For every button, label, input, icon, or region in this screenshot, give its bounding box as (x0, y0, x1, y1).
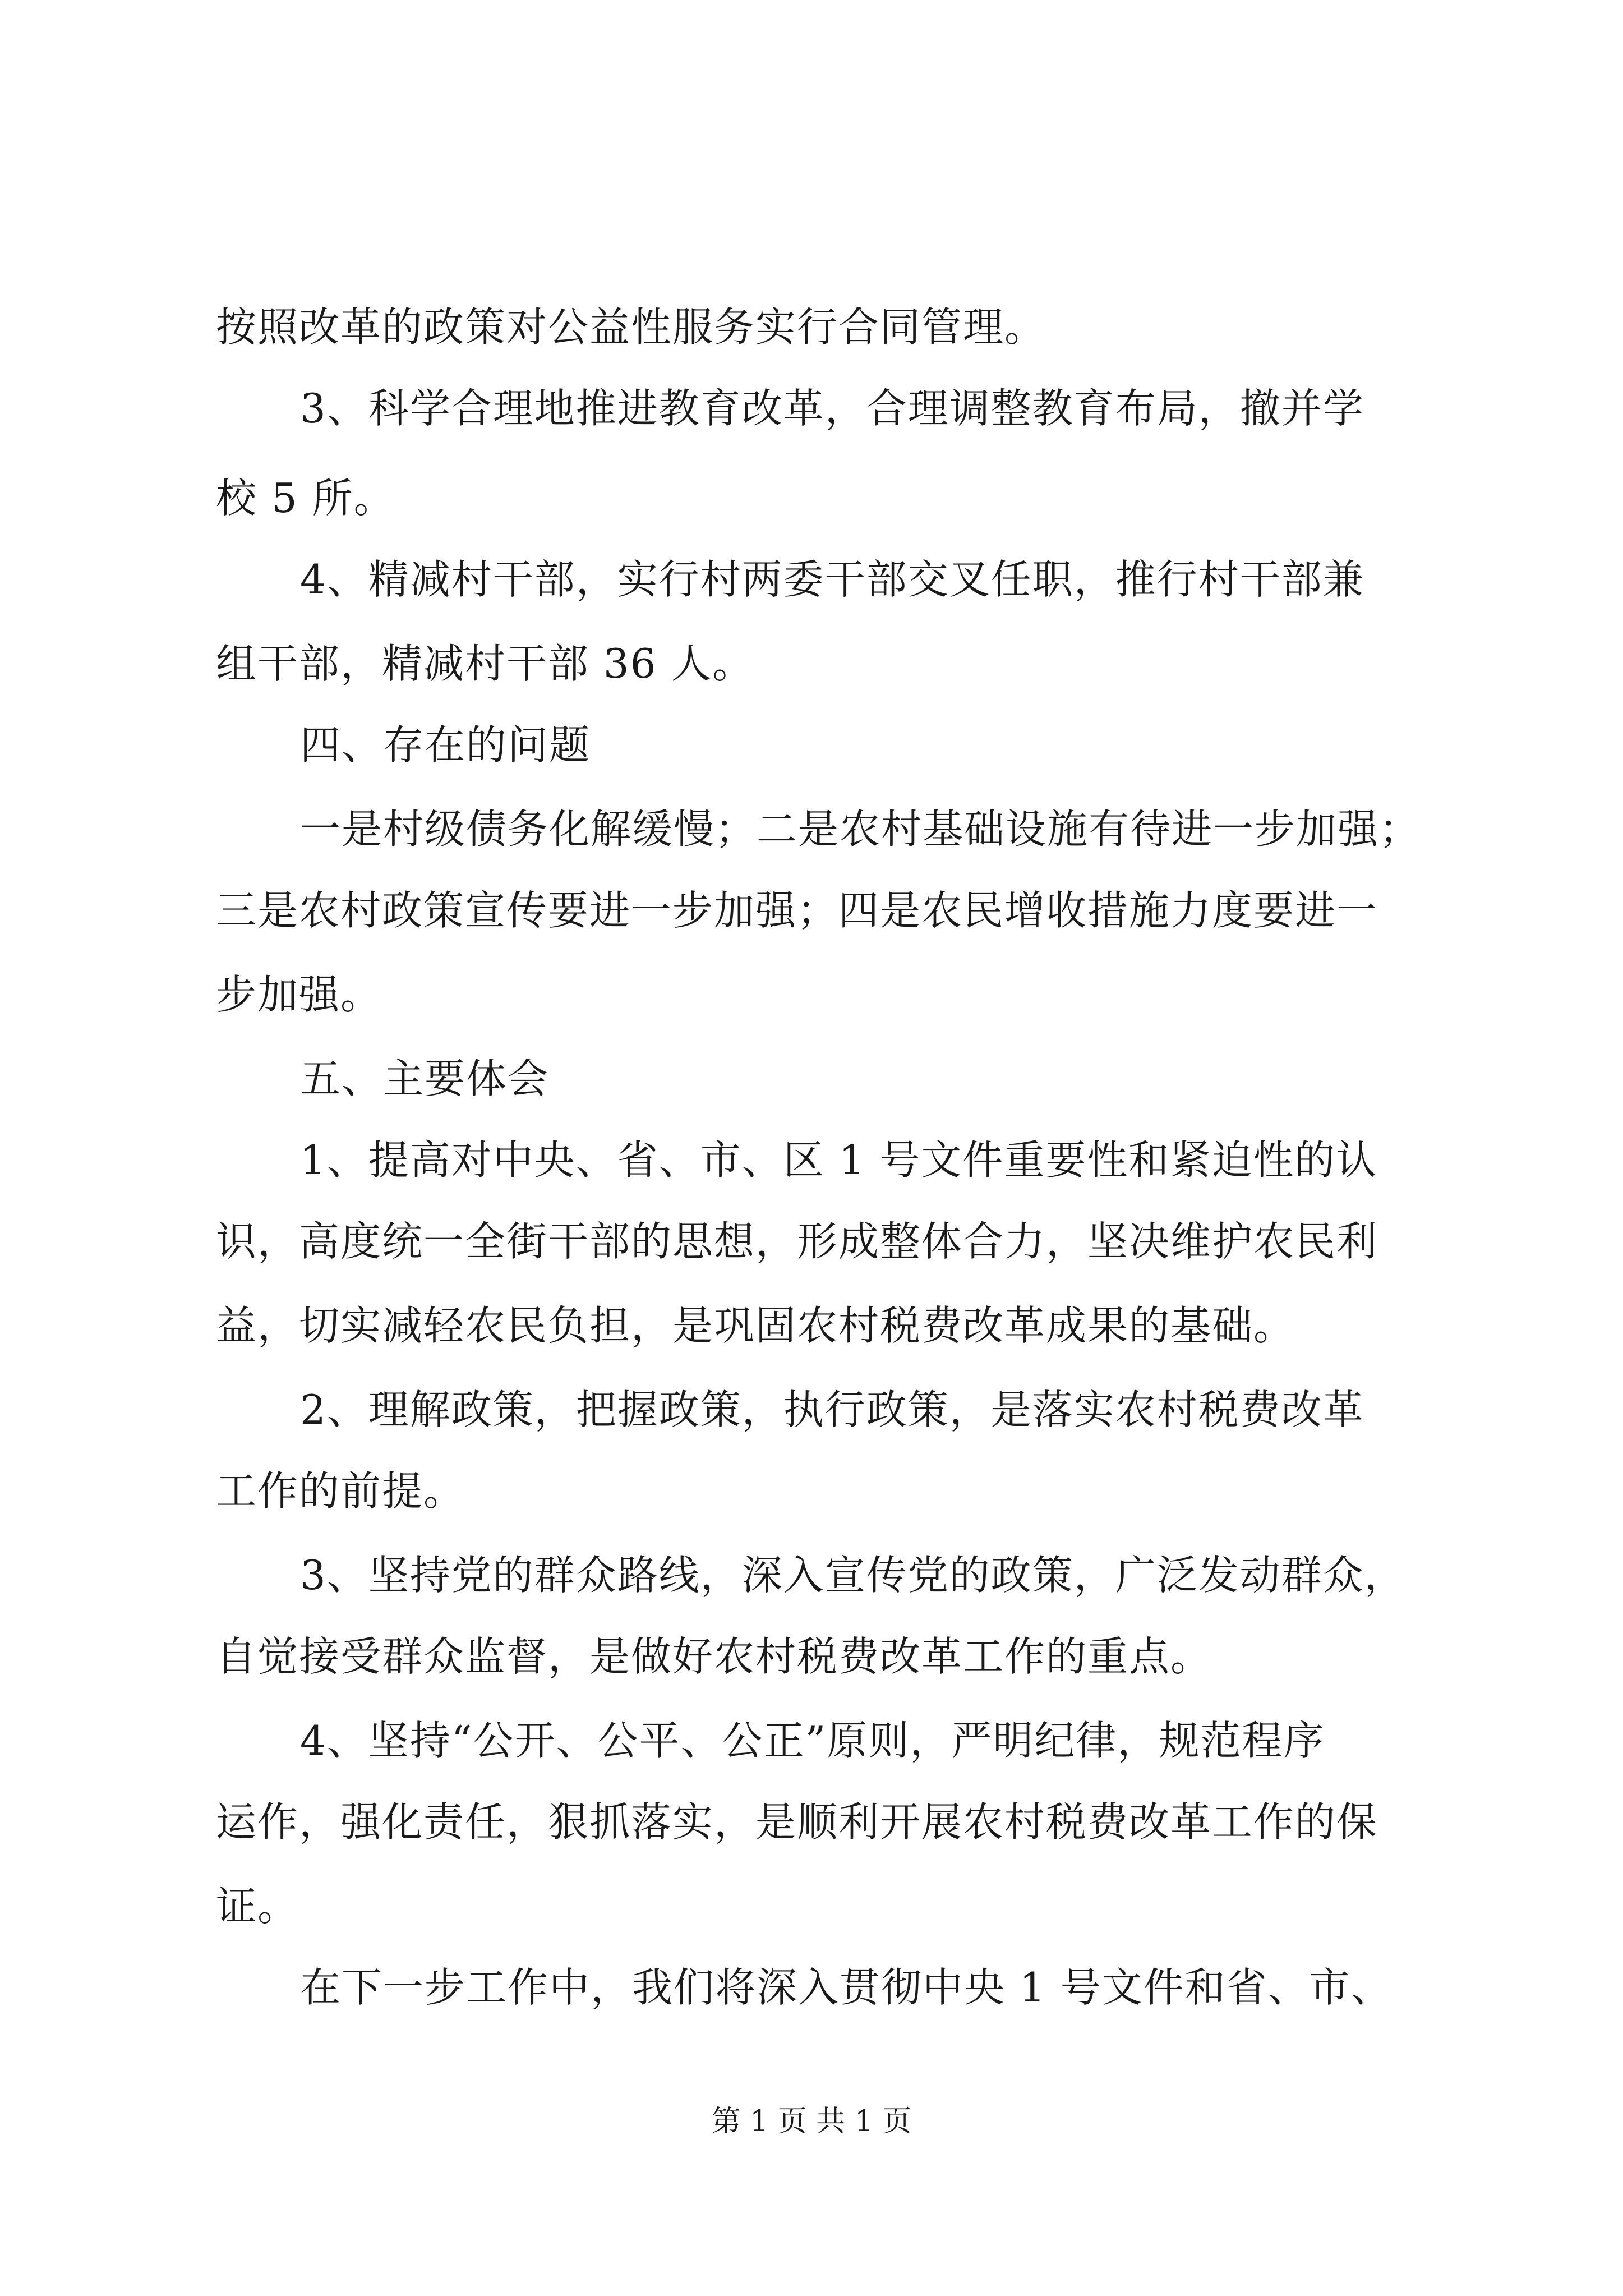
text-line: 4、精减村干部，实行村两委干部交叉任职，推行村干部兼 (300, 556, 1364, 603)
text-line: 1、提高对中央、省、市、区 1 号文件重要性和紧迫性的认 (300, 1137, 1378, 1184)
section-heading: 五、主要体会 (300, 1055, 550, 1102)
page-footer: 第 1 页 共 1 页 (711, 2105, 912, 2138)
text-line: 2、理解政策，把握政策，执行政策，是落实农村税费改革 (300, 1386, 1364, 1433)
text-line: 工作的前提。 (216, 1467, 465, 1515)
text-line: 一是村级债务化解缓慢；二是农村基础设施有待进一步加强； (300, 806, 1421, 853)
text-line: 组干部，精减村干部 36 人。 (216, 640, 754, 687)
text-line: 校 5 所。 (216, 475, 395, 522)
text-line: 自觉接受群众监督，是做好农村税费改革工作的重点。 (216, 1633, 1212, 1680)
text-line: 4、坚持“公开、公平、公正”原则，严明纪律，规范程序 (300, 1717, 1325, 1764)
text-line: 在下一步工作中，我们将深入贯彻中央 1 号文件和省、市、 (300, 1964, 1393, 2011)
text-line: 3、科学合理地推进教育改革，合理调整教育布局，撤并学 (300, 385, 1364, 432)
text-line: 三是农村政策宣传要进一步加强；四是农民增收措施力度要进一 (216, 887, 1378, 934)
text-line: 证。 (216, 1883, 299, 1930)
text-line: 步加强。 (216, 971, 382, 1018)
text-line: 3、坚持党的群众路线，深入宣传党的政策，广泛发动群众， (300, 1552, 1406, 1599)
text-line: 运作，强化责任，狠抓落实，是顺利开展农村税费改革工作的保 (216, 1798, 1378, 1846)
text-line: 按照改革的政策对公益性服务实行合同管理。 (216, 303, 1046, 351)
text-line: 识，高度统一全街干部的思想，形成整体合力，坚决维护农民利 (216, 1218, 1378, 1265)
section-heading: 四、存在的问题 (300, 721, 591, 769)
text-line: 益，切实减轻农民负担，是巩固农村税费改革成果的基础。 (216, 1302, 1295, 1349)
